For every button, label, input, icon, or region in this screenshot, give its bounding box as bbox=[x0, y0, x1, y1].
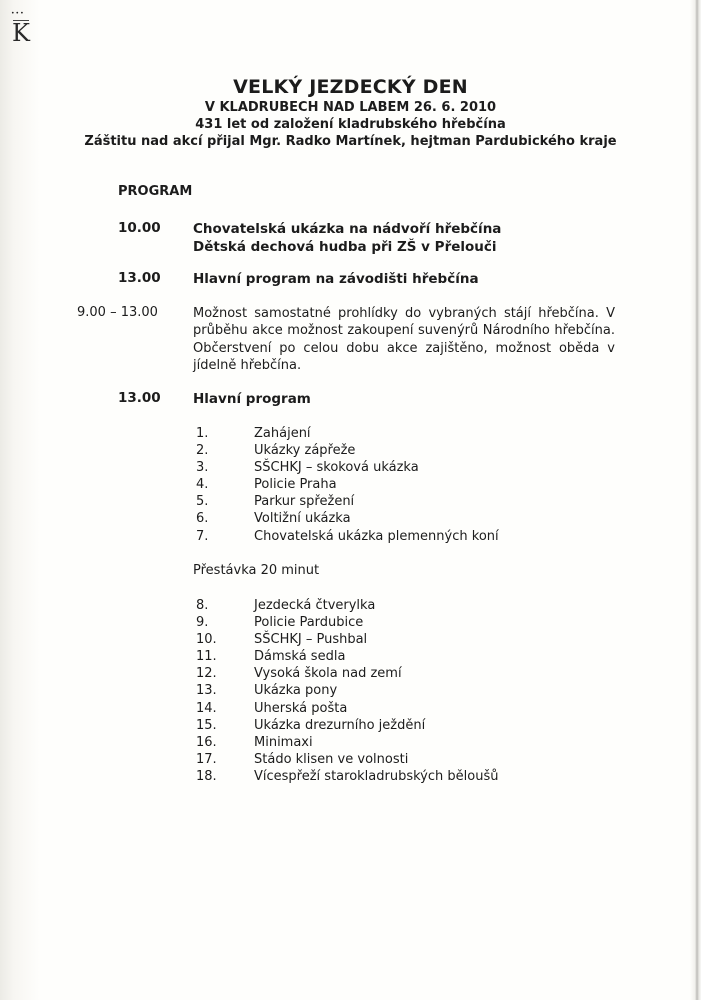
list-item bbox=[196, 459, 499, 476]
list-item bbox=[196, 442, 499, 459]
list-item bbox=[196, 734, 498, 751]
list-item bbox=[196, 700, 498, 717]
item-number: 6. bbox=[196, 511, 209, 527]
list-item bbox=[196, 510, 499, 527]
item-number: 14. bbox=[196, 700, 217, 716]
item-label: Uherská pošta bbox=[254, 700, 348, 716]
event-location-date: V KLADRUBECH NAD LABEM 26. 6. 2010 bbox=[204, 100, 497, 115]
list-item bbox=[196, 631, 498, 648]
item-number: 3. bbox=[196, 460, 209, 476]
item-label: Stádo klisen ve volnosti bbox=[254, 751, 409, 767]
entry-line: Hlavní program na závodišti hřebčína bbox=[193, 271, 479, 287]
entry-description bbox=[193, 220, 501, 256]
item-number: 4. bbox=[196, 477, 209, 493]
side-event-text: Možnost samostatné prohlídky do vybraných stájí hřebčína. V průběhu akce možnost zakoupení suvenýrů Národního hřebčína. Občerstvení po celou dobu akce zajištěno, možnost oběda v jídelně hřebčína. bbox=[193, 306, 615, 373]
item-number: 13. bbox=[196, 683, 217, 699]
list-item bbox=[196, 682, 498, 699]
list-item bbox=[196, 717, 498, 734]
item-label: Policie Pardubice bbox=[254, 615, 364, 631]
item-label: Parkur spřežení bbox=[254, 494, 355, 510]
list-item bbox=[196, 614, 498, 631]
entry-line: Chovatelská ukázka na nádvoří hřebčína bbox=[193, 221, 502, 237]
item-label: Chovatelská ukázka plemenných koní bbox=[254, 528, 499, 544]
item-label: SŠCHKJ – Pushbal bbox=[254, 632, 368, 648]
item-number: 2. bbox=[196, 443, 209, 459]
logo-letter: K bbox=[12, 19, 30, 47]
list-item bbox=[196, 648, 498, 665]
item-number: 17. bbox=[196, 751, 217, 767]
item-label: Ukázky zápřeže bbox=[254, 443, 356, 459]
item-number: 12. bbox=[196, 666, 217, 682]
item-label: Ukázka pony bbox=[254, 683, 338, 699]
entry-description bbox=[193, 270, 479, 288]
list-item bbox=[196, 476, 499, 493]
list-item bbox=[196, 425, 499, 442]
item-label: Minimaxi bbox=[254, 734, 313, 750]
intermission-label: Přestávka 20 minut bbox=[193, 563, 320, 578]
item-number: 15. bbox=[196, 717, 217, 733]
entry-time: 10.00 bbox=[118, 220, 161, 236]
list-item bbox=[196, 665, 498, 682]
list-item bbox=[196, 528, 499, 545]
item-label: Vícespřeží starokladrubských běloušů bbox=[254, 768, 499, 784]
patronage-line: Záštitu nad akcí přijal Mgr. Radko Martínek, hejtman Pardubického kraje bbox=[84, 134, 617, 149]
item-number: 5. bbox=[196, 494, 209, 510]
entry-time: 13.00 bbox=[118, 270, 161, 286]
item-label: Ukázka drezurního ježdění bbox=[254, 717, 426, 733]
item-number: 8. bbox=[196, 598, 209, 613]
item-number: 7. bbox=[196, 528, 209, 544]
entry-line: Dětská dechová hudba při ZŠ v Přelouči bbox=[193, 239, 497, 255]
list-item bbox=[196, 597, 498, 614]
item-number: 18. bbox=[196, 768, 217, 784]
main-program-title: Hlavní program bbox=[193, 391, 311, 407]
program-list-part2 bbox=[196, 597, 498, 785]
document-title: VELKÝ JEZDECKÝ DEN bbox=[233, 76, 468, 98]
item-label: SŠCHKJ – skoková ukázka bbox=[254, 460, 419, 476]
side-event-time: 9.00 – 13.00 bbox=[77, 305, 158, 320]
main-program-time: 13.00 bbox=[118, 390, 161, 406]
crown-dots-icon: ••• bbox=[11, 10, 25, 17]
item-number: 11. bbox=[196, 649, 217, 665]
item-label: Voltižní ukázka bbox=[254, 511, 351, 527]
program-list-part1 bbox=[196, 425, 499, 545]
list-item bbox=[196, 768, 498, 785]
anniversary-line: 431 let od založení kladrubského hřebčína bbox=[195, 117, 506, 132]
list-item bbox=[196, 751, 498, 768]
item-number: 16. bbox=[196, 734, 217, 750]
item-label: Vysoká škola nad zemí bbox=[254, 666, 402, 682]
item-label: Dámská sedla bbox=[254, 649, 346, 665]
item-number: 1. bbox=[196, 426, 209, 441]
item-label: Jezdecká čtverylka bbox=[254, 598, 376, 613]
item-number: 10. bbox=[196, 632, 217, 648]
list-item bbox=[196, 493, 499, 510]
program-heading: PROGRAM bbox=[118, 184, 193, 199]
item-label: Policie Praha bbox=[254, 477, 337, 493]
item-label: Zahájení bbox=[254, 426, 311, 441]
item-number: 9. bbox=[196, 615, 209, 631]
kladruby-logo bbox=[10, 11, 32, 47]
